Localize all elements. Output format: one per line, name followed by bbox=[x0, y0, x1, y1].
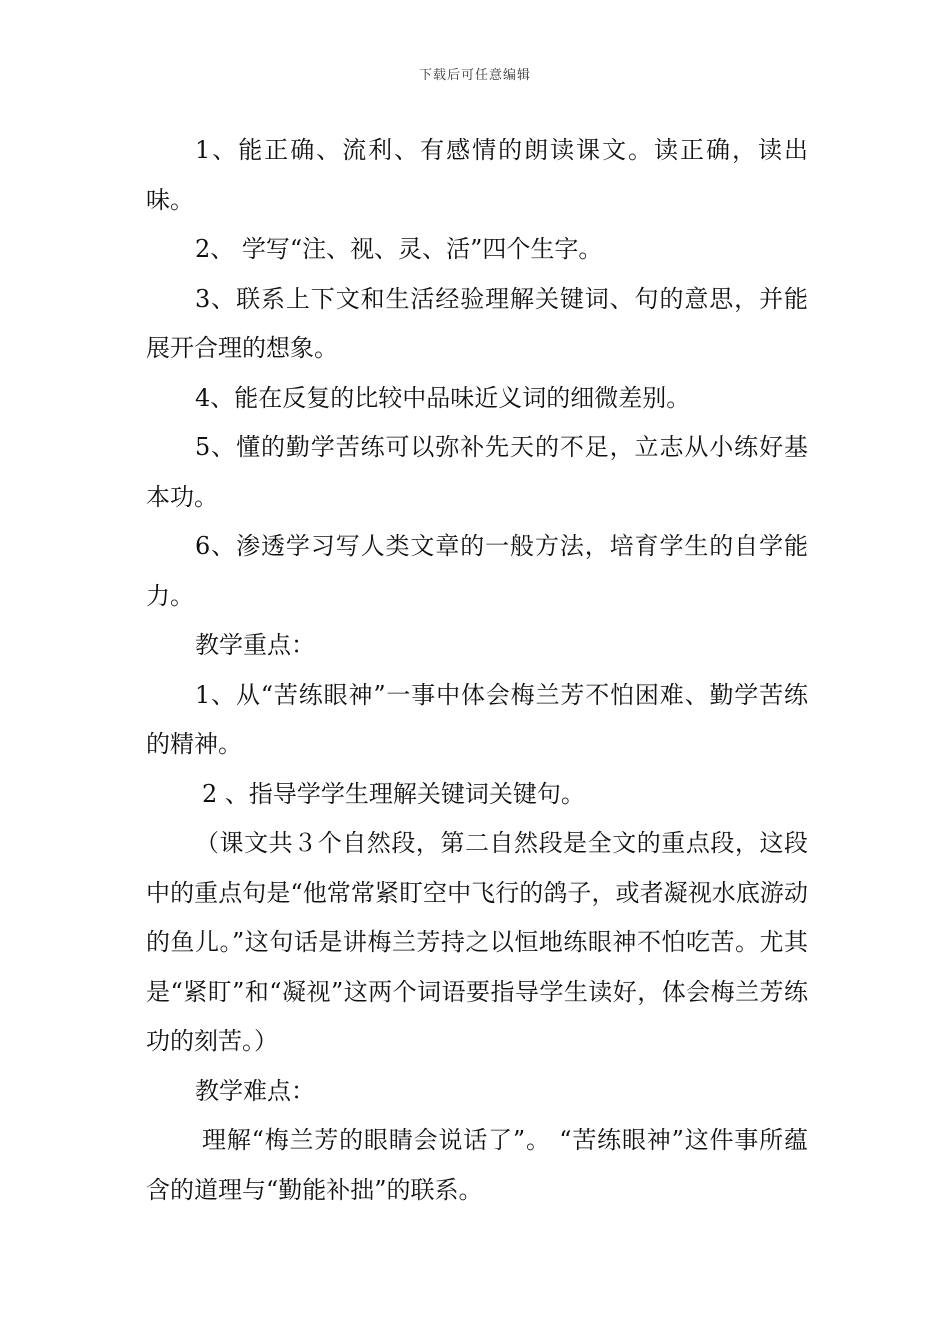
section-heading-difficulties: 教学难点： bbox=[195, 1076, 315, 1105]
document-body bbox=[146, 126, 808, 1215]
objective-1: 1、能正确、流利、有感情的朗读课文。读正确，读出味。 bbox=[146, 136, 808, 214]
key-point-1: 1、从“苦练眼神”一事中体会梅兰芳不怕困难、勤学苦练的精神。 bbox=[146, 680, 808, 758]
key-point-2: 2 、指导学学生理解关键词关键句。 bbox=[202, 779, 585, 808]
objective-4: 4、能在反复的比较中品味近义词的细微差别。 bbox=[195, 383, 691, 412]
key-point-note: （课文共３个自然段，第二自然段是全文的重点段，这段中的重点句是“他常常紧盯空中飞行的鸽子，或者凝视水底游动的鱼儿。”这句话是讲梅兰芳持之以恒地练眼神不怕吃苦。尤其是“紧盯”和“凝视”这两个词语要指导学生读好，体会梅兰芳练功的刻苦。） bbox=[146, 829, 808, 1055]
section-heading-key-points: 教学重点： bbox=[195, 631, 315, 659]
objective-3: 3、联系上下文和生活经验理解关键词、句的意思，并能展开合理的想象。 bbox=[146, 284, 808, 362]
objective-6: 6、渗透学习写人类文章的一般方法，培育学生的自学能力。 bbox=[146, 532, 808, 610]
page-header-note: 下载后可任意编辑 bbox=[418, 68, 531, 83]
objective-2: 2、 学写“注、视、灵、活”四个生字。 bbox=[195, 235, 603, 263]
objective-5: 5、懂的勤学苦练可以弥补先天的不足，立志从小练好基本功。 bbox=[146, 433, 808, 511]
difficulty-text: 理解“梅兰芳的眼睛会说话了”。 “苦练眼神”这件事所蕴含的道理与“勤能补拙”的联系。 bbox=[146, 1126, 808, 1204]
